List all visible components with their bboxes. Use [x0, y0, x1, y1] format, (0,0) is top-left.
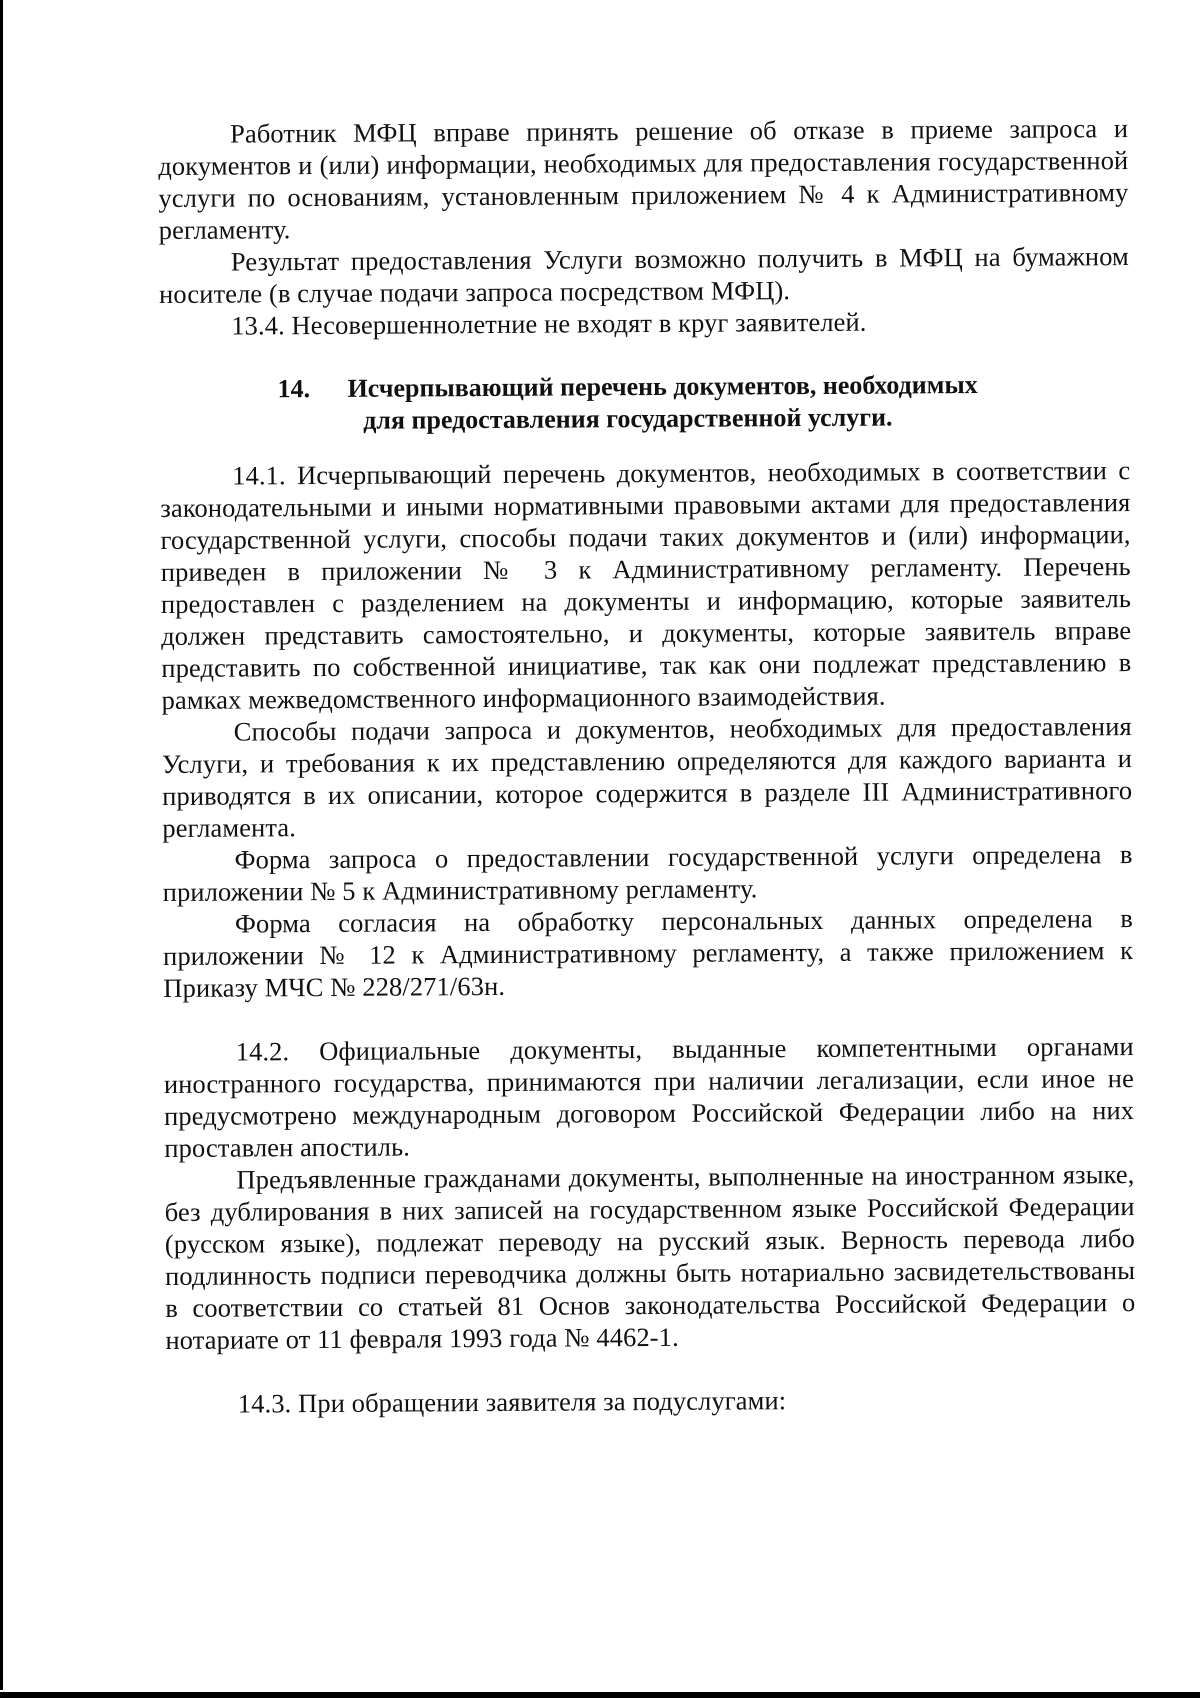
paragraph-13-4: 13.4. Несовершеннолетние не входят в круг заявителей. — [231, 306, 867, 341]
paragraph-request-form: Форма запроса о предоставлении государственной услуги определена в приложении № 5 к Административному регламенту. — [162, 839, 1133, 907]
section-heading — [160, 368, 1130, 438]
paragraph-14-2: 14.2. Официальные документы, выданные компетентными органами иностранного государства, принимаются при наличии легализации, если иное не предусмотрено международным договором Российской Федерации либо на них проставлен апостиль. — [163, 1031, 1135, 1163]
section-title-line1: Исчерпывающий перечень документов, необходимых — [347, 369, 978, 403]
paragraph-14-1: 14.1. Исчерпывающий перечень документов, необходимых в соответствии с законодательными и иными нормативными правовыми актами для предоставления государственной услуги, способы подачи таких документов и (или) информации, приведен в приложении № 3 к Административному регламенту. Перечень предоставлен с разделением на документы и информацию, которые заявитель должен представить самостоятельно, и документы, которые заявитель вправе представить по собственной инициативе, так как они подлежат представлению в рамках межведомственного информационного взаимодействия. — [160, 455, 1132, 715]
paragraph-mfc-refusal: Работник МФЦ вправе принять решение об отказе в приеме запроса и документов и (или) информации, необходимых для предоставления государственной услуги по основаниям, установленным приложением № 4 к Административному регламенту. — [158, 113, 1129, 245]
section-number: 14. — [277, 374, 311, 404]
paragraph-consent-form: Форма согласия на обработку персональных данных определена в приложении № 12 к Административному регламенту, а также приложением к Приказу МЧС № 228/271/63н. — [163, 903, 1134, 1003]
scan-bottom-edge — [0, 1692, 1200, 1698]
paragraph-foreign-language-docs: Предъявленные гражданами документы, выполненные на иностранном языке, без дублирования в них записей на государственном языке Российской Федерации (русском языке), подлежат переводу на русский язык. Верность перевода либо подлинность подписи переводчика должны быть нотариально засвидетельствованы в соответствии со статьей 81 Основ законодательства Российской Федерации о нотариате от 11 февраля 1993 года № 4462-1. — [164, 1159, 1136, 1355]
section-title-line2: для предоставления государственной услуги. — [363, 402, 893, 435]
document-page — [158, 112, 1136, 1420]
paragraph-result-mfc: Результат предоставления Услуги возможно получить в МФЦ на бумажном носителе (в случае подачи запроса посредством МФЦ). — [158, 241, 1129, 309]
scan-left-edge — [0, 0, 3, 1690]
paragraph-14-3: 14.3. При обращении заявителя за подуслугами: — [237, 1385, 787, 1419]
paragraph-submission-methods: Способы подачи запроса и документов, необходимых для предоставления Услуги, и требования к их представлению определяются для каждого варианта и приводятся в их описании, которое содержится в разделе III Административного регламента. — [161, 711, 1133, 843]
